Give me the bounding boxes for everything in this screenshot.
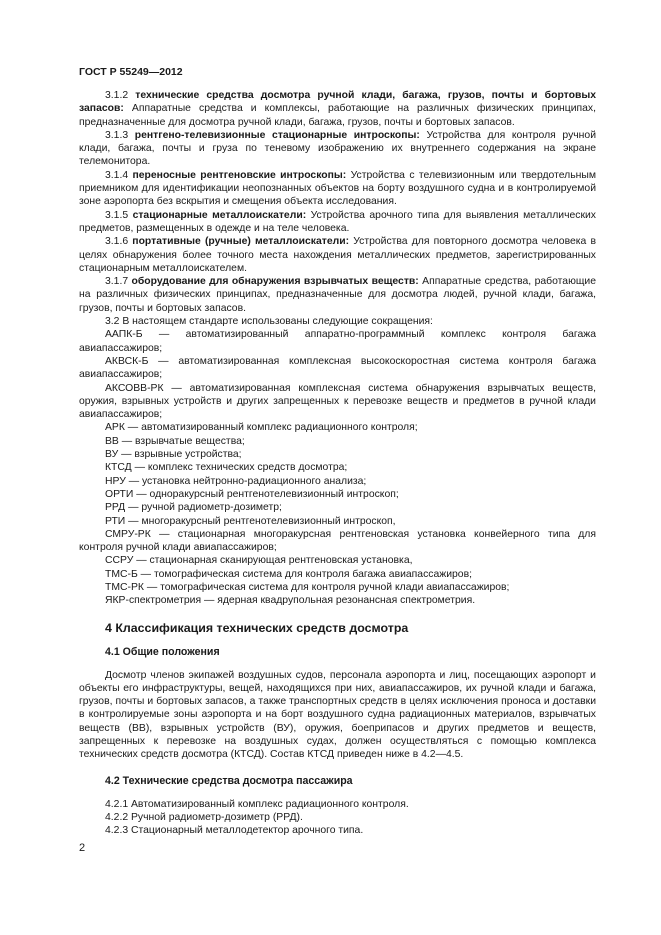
definition-number: 3.1.5 [105, 209, 129, 221]
abbreviations-intro: 3.2 В настоящем стандарте использованы следующие сокращения: [105, 316, 433, 328]
definition-number: 3.1.7 [105, 276, 129, 288]
definition-paragraph [79, 89, 596, 129]
definition-text: Аппаратные средства и комплексы, работающие на различных физических принципах, предназначенные для досмотра ручной клади, багажа, грузов, почты и бортовых запасов. [79, 103, 596, 128]
definition-number: 3.1.4 [105, 169, 129, 181]
definition-term: стационарные металлоискатели: [132, 209, 307, 221]
abbreviation-item: РТИ — многоракурсный рентгенотелевизионный интроскоп, [105, 515, 396, 527]
definition-number: 3.1.6 [105, 236, 129, 248]
abbreviation-item: СМРУ-РК — стационарная многоракурсная рентгеновская установка конвейерного типа для контроля ручной клади авиапассажиров; [79, 528, 596, 554]
abbreviation-item: АКВСК-Б — автоматизированная комплексная высокоскоростная система контроля багажа авиапассажиров; [79, 355, 596, 381]
section-4-2-item: 4.2.3 Стационарный металлодетектор арочного типа. [105, 825, 364, 837]
definition-paragraph [79, 209, 596, 236]
abbreviation-item: ССРУ — стационарная сканирующая рентгеновская установка, [105, 555, 413, 567]
abbreviation-item: НРУ — установка нейтронно-радиационного анализа; [105, 475, 367, 487]
section-4-2-list [79, 798, 596, 838]
abbreviation-item: КТСД — комплекс технических средств досмотра; [105, 462, 348, 474]
abbreviation-item: ТМС-Б — томографическая система для контроля багажа авиапассажиров; [105, 568, 472, 580]
abbreviation-item: ВУ — взрывные устройства; [105, 449, 242, 461]
page-number: 2 [79, 842, 86, 854]
page-body [79, 89, 596, 838]
definition-number: 3.1.3 [105, 129, 129, 141]
definition-text: Устройства для контроля ручной клади, багажа, почты и груза по теневому изображению их внутреннего содержания на экране телемонитора. [79, 129, 597, 168]
definition-paragraph [79, 275, 596, 315]
section-4-2-item: 4.2.1 Автоматизированный комплекс радиационного контроля. [105, 798, 409, 810]
definition-paragraph [79, 169, 596, 209]
abbreviations-list [79, 328, 596, 607]
definition-term: переносные рентгеновские интроскопы: [132, 169, 347, 181]
definition-paragraph [79, 129, 596, 169]
definition-text: Аппаратные средства, работающие на различных физических принципах, предназначенные для досмотра людей, ручной клади, багажа, грузов, почты и бортовых запасов. [79, 276, 596, 314]
abbreviation-item: ААПК-Б — автоматизированный аппаратно-программный комплекс контроля багажа авиапассажиров; [79, 329, 596, 354]
definition-term: технические средства досмотра ручной клади, багажа, грузов, почты и бортовых запасов: [79, 90, 596, 115]
definition-term: рентгено-телевизионные стационарные интроскопы: [134, 129, 420, 141]
definitions-list [79, 89, 596, 315]
abbreviation-item: ЯКР-спектрометрия — ядерная квадрупольная резонансная спектрометрия. [105, 595, 476, 607]
definition-paragraph [79, 235, 596, 275]
abbreviation-item: ТМС-РК — томографическая система для контроля ручной клади авиапассажиров; [105, 581, 510, 593]
definition-text: Устройства с телевизионным или твердотельным приемником для идентификации неопознанных объектов на борту воздушного судна и в контролируемой зоне аэропорта без вскрытия и смещения объекта исследования. [79, 169, 596, 208]
section-4-2-item: 4.2.2 Ручной радиометр-дозиметр (РРД). [105, 811, 303, 823]
definition-text: Устройства арочного типа для выявления металлических предметов, размещенных в одежде и на теле человека. [79, 209, 596, 234]
section-4-title: 4 Классификация технических средств досмотра [105, 620, 409, 635]
section-4-2-title: 4.2 Технические средства досмотра пассажира [105, 774, 353, 787]
abbreviation-item: РРД — ручной радиометр-дозиметр; [105, 502, 282, 514]
abbreviation-item: АРК — автоматизированный комплекс радиационного контроля; [105, 422, 418, 434]
abbreviation-item: ОРТИ — одноракурсный рентгенотелевизионный интроскоп; [105, 488, 399, 500]
document-header: ГОСТ Р 55249—2012 [79, 66, 183, 78]
definition-text: Устройства для повторного досмотра человека в целях обнаружения более точного места нахождения металлических предметов, зарегистрированных стационарным металлоискателем. [79, 236, 597, 274]
definition-number: 3.1.2 [105, 90, 129, 101]
definition-term: оборудование для обнаружения взрывчатых веществ: [131, 276, 419, 288]
section-4-1-text: Досмотр членов экипажей воздушных судов, персонала аэропорта и лиц, посещающих аэропорт и объекты его инфраструктуры, вещей, находящихся при них, авиапассажиров, их ручной клади и багажа, грузов, почты и бортовых запасов, а также транспортных средств в целях исключения проноса и доставки в контролируемые зоны аэропорта и на борт воздушного судна радиационных материалов, взрывчатых веществ (ВВ), взрывных устройств (ВУ), оружия, боеприпасов и других предметов и веществ, запрещенных к перевозке на воздушных судах, должен осуществляться с помощью комплекса технических средств досмотра (КТСД). Состав КТСД приведен ниже в 4.2—4.5. [79, 669, 596, 761]
section-4-1-title: 4.1 Общие положения [105, 645, 220, 658]
abbreviation-item: ВВ — взрывчатые вещества; [105, 435, 245, 447]
abbreviation-item: АКСОВВ-РК — автоматизированная комплексная система обнаружения взрывчатых веществ, оружия, взрывных устройств и других запрещенных к перевозке веществ и предметов в ручной клади авиапассажиров; [79, 382, 596, 421]
definition-term: портативные (ручные) металлоискатели: [132, 236, 350, 248]
